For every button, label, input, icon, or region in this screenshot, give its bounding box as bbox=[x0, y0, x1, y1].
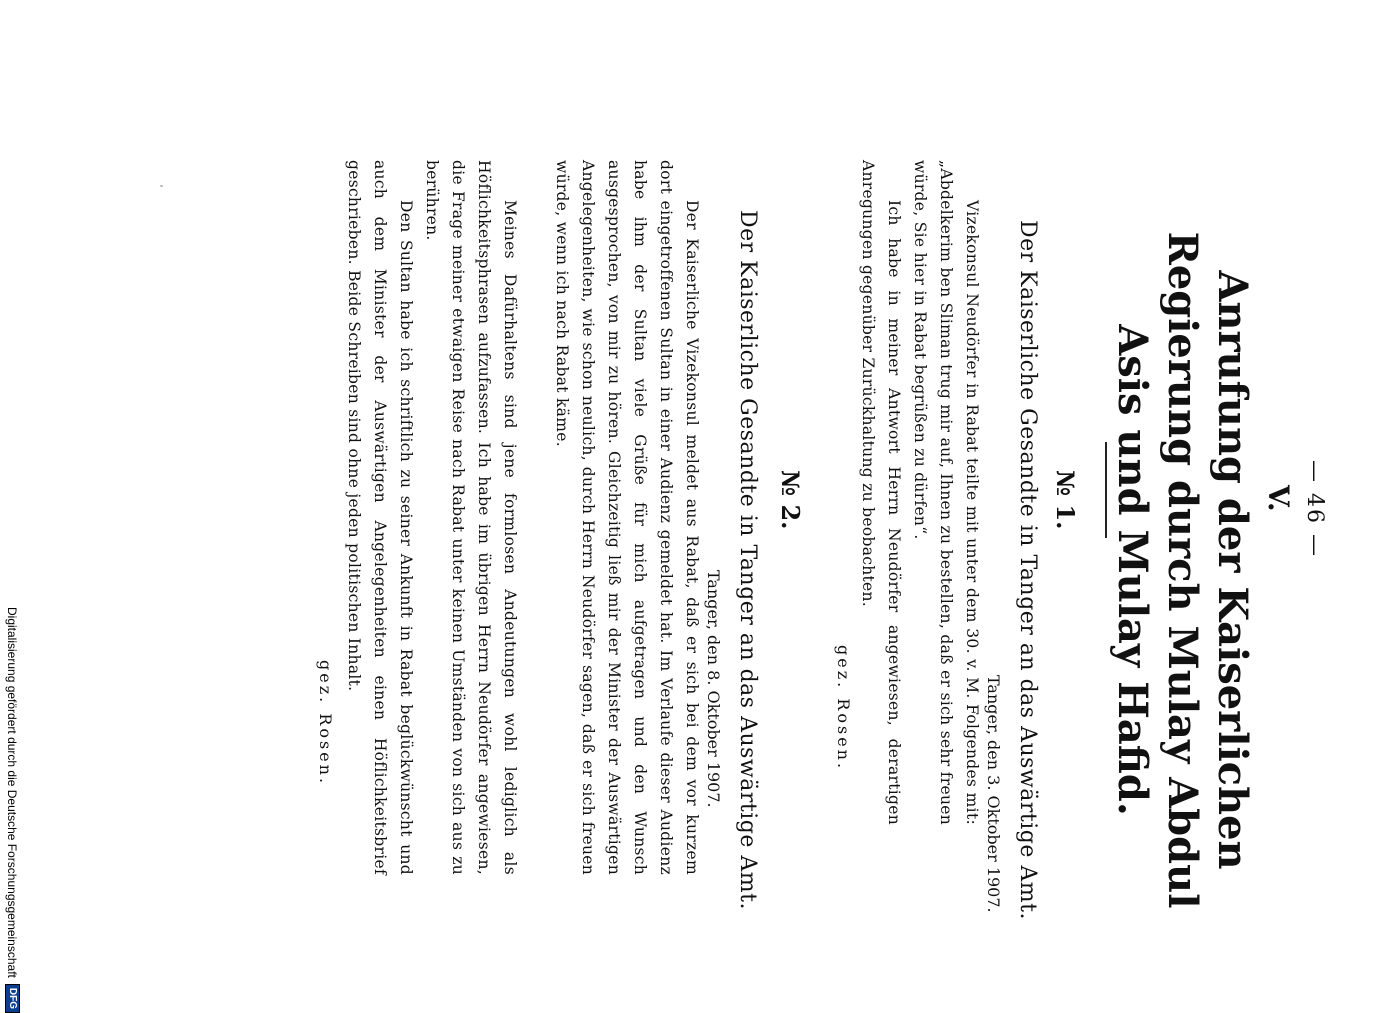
doc2-signature: gez. Rosen. bbox=[316, 660, 335, 787]
doc2-paragraph-2: Meines Dafürhaltens sind jene formlosen Andeutungen wohl lediglich als Höflichkeitsphrasen aufzufassen. Ich habe im übrigen Herrn Neudörfer angewiesen, die Frage meiner etwaigen Reise nach Rabat unter keinen Umständen von sich aus zu berühren. bbox=[423, 160, 519, 875]
doc1-paragraph-1: Vizekonsul Neudörfer in Rabat teilte mit unter dem 30. v. M. Folgendes mit: „Abdelkerim ben Sliman trug mir auf, Ihnen zu bestellen, daß er sich sehr freuen würde, Sie hier in Rabat begrüßen zu dürfen“. bbox=[911, 160, 981, 825]
doc2-date: Tanger, den 8. Oktober 1907. bbox=[704, 570, 723, 808]
divider bbox=[1105, 442, 1107, 538]
doc1-signature: gez. Rosen. bbox=[834, 645, 853, 772]
digitization-credit bbox=[5, 607, 20, 1013]
credit-text: Digitalisierung gefördert durch die Deutsche Forschungsgemeinschaft bbox=[5, 607, 20, 978]
page-number: — 46 — bbox=[1302, 460, 1327, 558]
document-page bbox=[205, 140, 1335, 1000]
dfg-logo: DFG bbox=[5, 984, 20, 1013]
doc1-date: Tanger, den 3. Oktober 1907. bbox=[984, 675, 1003, 913]
section-number: V. bbox=[1262, 485, 1295, 512]
doc1-heading: Der Kaiserliche Gesandte in Tanger an das Auswärtige Amt. bbox=[1015, 220, 1040, 920]
doc2-number: № 2. bbox=[776, 470, 805, 530]
section-title: Anrufung der Kaiserlichen Regierung durch Mulay Abdul Asis und Mulay Hafid. bbox=[1109, 231, 1256, 909]
doc1-number: № 1. bbox=[1051, 470, 1080, 530]
doc2-paragraph-1: Der Kaiserliche Vizekonsul meldet aus Rabat, daß er sich bei dem vor kurzem dort eingetroffenen Sultan in einer Audienz gemeldet hat. Im Verlaufe dieser Audienz habe ihm der Sultan viele Grüße für mich aufgetragen und den Wunsch ausgesprochen, von mir zu hören. Gleichzeitig ließ mir der Minister der Auswärtigen Angelegenheiten, wie schon neulich, durch Herrn Neudörfer sagen, daß er sich freuen würde, wenn ich nach Rabat käme. bbox=[553, 160, 701, 875]
doc2-paragraph-3: Den Sultan habe ich schriftlich zu seiner Ankunft in Rabat beglückwünscht und auch dem Minister der Auswärtigen Angelegenheiten einen Höflichkeitsbrief geschrieben. Beide Schreiben sind ohne jeden politischen Inhalt. bbox=[345, 160, 415, 875]
doc1-paragraph-2: Ich habe in meiner Antwort Herrn Neudörfer angewiesen, derartigen Anregungen gegenüber Zurückhaltung zu beobachten. bbox=[859, 160, 903, 825]
doc2-heading: Der Kaiserliche Gesandte in Tanger an das Auswärtige Amt. bbox=[735, 210, 760, 910]
scan-speck bbox=[160, 185, 163, 187]
